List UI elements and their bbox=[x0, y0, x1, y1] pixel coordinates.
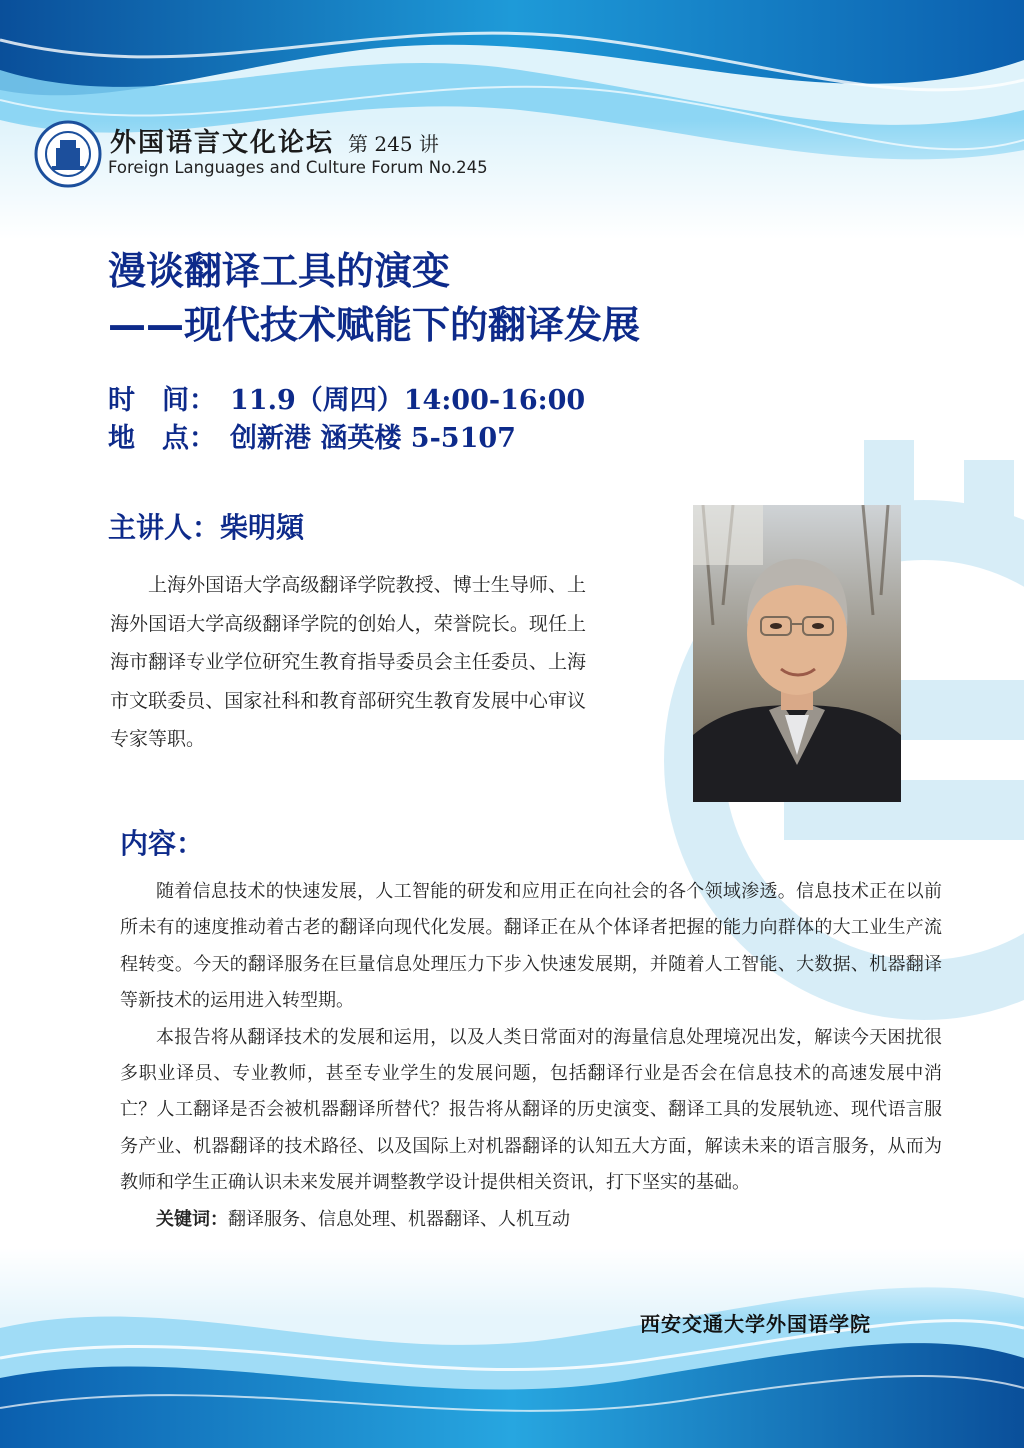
forum-header bbox=[34, 118, 634, 190]
lecture-title-line2: ——现代技术赋能下的翻译发展 bbox=[108, 303, 641, 347]
place-row bbox=[108, 420, 585, 458]
keywords-text: 翻译服务、信息处理、机器翻译、人机互动 bbox=[228, 1208, 570, 1230]
time-label: 时 间： bbox=[108, 385, 216, 416]
forum-name-cn: 外国语言文化论坛 bbox=[110, 128, 335, 158]
keywords-line bbox=[120, 1202, 942, 1238]
content-heading: 内容： bbox=[120, 827, 205, 860]
lecture-title-line1: 漫谈翻译工具的演变 bbox=[108, 249, 451, 293]
content-paragraph-1: 随着信息技术的快速发展，人工智能的研发和应用正在向社会的各个领域渗透。信息技术正在以前所未有的速度推动着古老的翻译向现代化发展。翻译正在从个体译者把握的能力向群体的大工业生产流程转变。今天的翻译服务在巨量信息处理压力下步入快速发展期，并随着人工智能、大数据、机器翻译等新技术的运用进入转型期。 bbox=[120, 881, 942, 1012]
bottom-wave-banner bbox=[0, 1248, 1024, 1448]
event-meta bbox=[108, 382, 585, 458]
speaker-bio: 上海外国语大学高级翻译学院教授、博士生导师、上海外国语大学高级翻译学院的创始人，荣誉院长。现任上海市翻译专业学位研究生教育指导委员会主任委员、上海市文联委员、国家社科和教育部研究生教育发展中心审议专家等职。 bbox=[110, 574, 586, 750]
speaker-photo bbox=[693, 505, 901, 802]
time-value: 11.9（周四）14:00-16:00 bbox=[230, 385, 586, 416]
forum-title-cn bbox=[110, 122, 439, 159]
keywords-label: 关键词： bbox=[156, 1208, 228, 1230]
speaker-heading: 主讲人：柴明熲 bbox=[108, 511, 305, 544]
content-body bbox=[120, 874, 942, 1238]
lecture-title bbox=[108, 244, 640, 352]
place-label: 地 点： bbox=[108, 423, 216, 454]
forum-title-en: Foreign Languages and Culture Forum No.245 bbox=[108, 158, 488, 177]
time-row bbox=[108, 382, 585, 420]
organizer: 西安交通大学外国语学院 bbox=[640, 1312, 871, 1336]
place-value: 创新港 涵英楼 5-5107 bbox=[230, 423, 516, 454]
forum-number: 第 245 讲 bbox=[348, 132, 439, 156]
xjtu-seal-icon bbox=[34, 120, 102, 188]
content-paragraph-2: 本报告将从翻译技术的发展和运用，以及人类日常面对的海量信息处理境况出发，解读今天困扰很多职业译员、专业教师，甚至专业学生的发展问题，包括翻译行业是否会在信息技术的高速发展中消亡？人工翻译是否会被机器翻译所替代？报告将从翻译的历史演变、翻译工具的发展轨迹、现代语言服务产业、机器翻译的技术路径、以及国际上对机器翻译的认知五大方面，解读未来的语言服务，从而为教师和学生正确认识未来发展并调整教学设计提供相关资讯，打下坚实的基础。 bbox=[120, 1026, 942, 1194]
